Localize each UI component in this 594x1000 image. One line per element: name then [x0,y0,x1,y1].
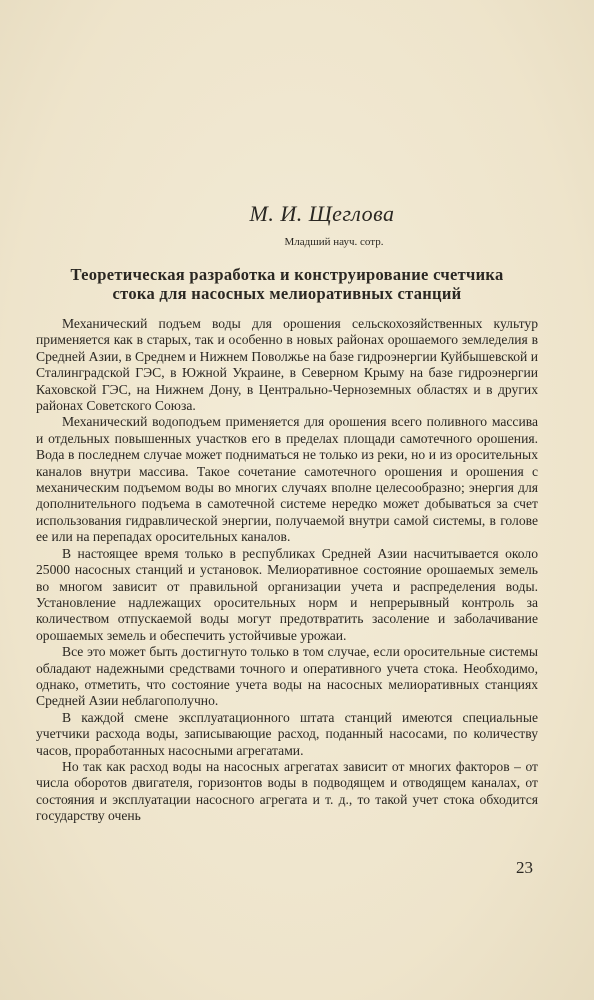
article-body [36,316,538,825]
author-position: Младший науч. сотр. [284,236,384,248]
page-number: 23 [516,858,533,877]
title-line: стока для насосных мелиоративных станций [112,284,462,303]
body-paragraph: Механический водоподъем применяется для орошения всего поливного массива и отдельных повышенных участков его в пределах площади самотечного орошения. Вода в последнем случае может подниматься не только из реки, но и из оросительных каналов внутри массива. Такое сочетание самотечного орошения и орошения с механическим подъемом воды во многих случаях вполне целесообразно; энергия для дополнительного подъема в самотечной системе нередко может добываться за счет использования гидравлической энергии, получаемой внутри самой системы, в голове ее или на перепадах оросительных каналов. [36,414,538,545]
body-paragraph: В настоящее время только в республиках Средней Азии насчитывается около 25000 насосных станций и установок. Мелиоративное состояние орошаемых земель во многом зависит от правильной организации учета и распределения воды. Установление надлежащих оросительных норм и непрерывный контроль за количеством отпускаемой воды могут предотвратить засоление и заболачивание орошаемых земель и обеспечить устойчивые урожаи. [36,545,538,643]
body-paragraph: В каждой смене эксплуатационного штата станций имеются специальные учетчики расхода воды, записывающие расход, поданный насосами, по количеству часов, проработанных насосными агрегатами. [36,709,538,758]
author-name: М. И. Щеглова [249,201,395,226]
article-title [30,265,544,303]
body-paragraph: Все это может быть достигнуто только в том случае, если оросительные системы обладают надежными средствами точного и оперативного учета стока. Необходимо, однако, отметить, что состояние учета воды на насосных мелиоративных станциях Средней Азии неблагополучно. [36,644,538,709]
title-line: Теоретическая разработка и конструирование счетчика [70,265,504,284]
body-paragraph: Но так как расход воды на насосных агрегатах зависит от многих факторов – от числа оборотов двигателя, горизонтов воды в подводящем и отводящем каналах, от состояния и эксплуатации насосного агрегата и т. д., то такой учет стока обходится государству очень [36,758,538,824]
body-paragraph: Механический подъем воды для орошения сельскохозяйственных культур применяется как в старых, так и особенно в новых районах орошаемого земледелия в Средней Азии, в Среднем и Нижнем Поволжье на базе гидроэнергии Куйбышевской и Сталинградской ГЭС, в Южной Украине, в Северном Крыму на базе гидроэнергии Каховской ГЭС, на Нижнем Дону, в Центрально-Черноземных областях и в других районах Советского Союза. [36,316,538,414]
